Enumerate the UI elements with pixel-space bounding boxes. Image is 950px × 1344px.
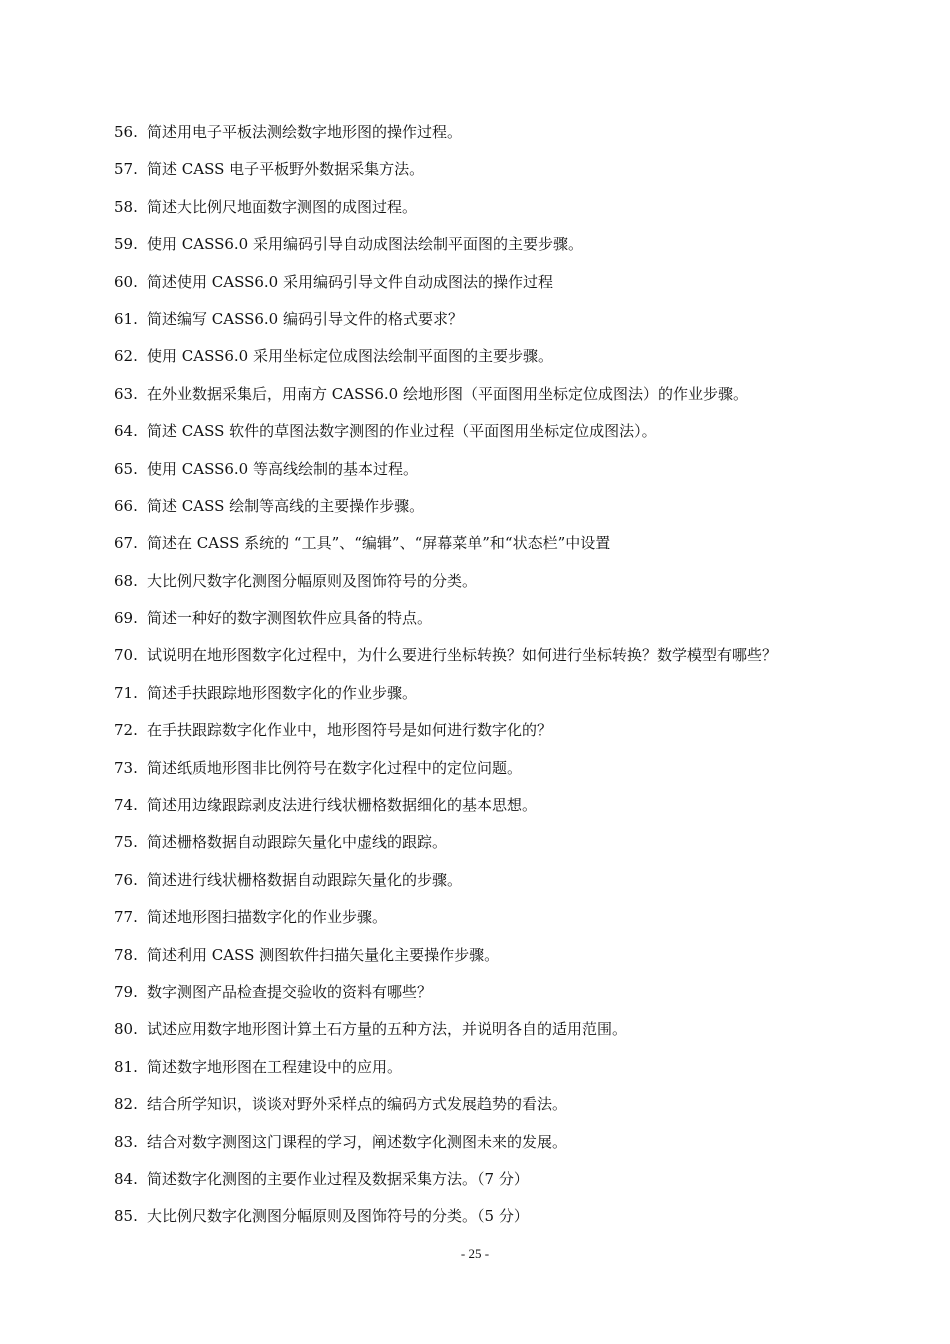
question-number: 70. [114,646,138,665]
question-text: 简述 CASS 绘制等高线的主要操作步骤。 [147,496,425,515]
question-number: 77. [114,908,138,927]
question-text: 使用 CASS6.0 采用坐标定位成图法绘制平面图的主要步骤。 [147,347,553,366]
question-item [114,343,934,380]
question-text: 简述地形图扫描数字化的作业步骤。 [147,908,388,927]
question-text: 试说明在地形图数字化过程中，为什么要进行坐标转换？如何进行坐标转换？数学模型有哪些？ [147,646,778,665]
question-number: 62. [114,347,138,366]
question-text: 简述一种好的数字测图软件应具备的特点。 [147,609,433,628]
question-item [114,867,934,904]
question-item [114,381,934,418]
question-item [114,792,934,829]
question-number: 76. [114,870,138,889]
question-number: 72. [114,721,138,740]
question-text: 数字测图产品检查提交验收的资料有哪些？ [147,982,433,1001]
question-number: 85. [114,1207,138,1226]
question-text: 大比例尺数字化测图分幅原则及图饰符号的分类。 [147,571,478,590]
question-item [114,456,934,493]
question-text: 简述 CASS 软件的草图法数字测图的作业过程（平面图用坐标定位成图法）。 [147,422,657,441]
question-number: 78. [114,945,138,964]
question-item [114,119,934,156]
question-text: 使用 CASS6.0 等高线绘制的基本过程。 [147,459,418,478]
question-text: 在手扶跟踪数字化作业中，地形图符号是如何进行数字化的？ [147,721,553,740]
question-number: 66. [114,496,138,515]
question-number: 69. [114,609,138,628]
question-text: 简述用边缘跟踪剥皮法进行线状栅格数据细化的基本思想。 [147,796,538,815]
question-number: 79. [114,982,138,1001]
question-item [114,1129,934,1166]
question-number: 73. [114,758,138,777]
question-item [114,904,934,941]
question-text: 简述 CASS 电子平板野外数据采集方法。 [147,160,425,179]
question-text: 简述在 CASS 系统的 “工具”、“编辑”、“屏幕菜单”和“状态栏”中设置 [147,534,611,553]
question-number: 74. [114,796,138,815]
question-item [114,269,934,306]
question-list [114,119,934,1241]
question-item [114,829,934,866]
question-number: 57. [114,160,138,179]
question-text: 简述进行线状栅格数据自动跟踪矢量化的步骤。 [147,870,463,889]
question-number: 61. [114,309,138,328]
question-number: 84. [114,1169,138,1188]
question-number: 60. [114,272,138,291]
question-item [114,942,934,979]
question-text: 简述利用 CASS 测图软件扫描矢量化主要操作步骤。 [147,945,500,964]
question-item [114,306,934,343]
question-item [114,717,934,754]
question-text: 简述手扶跟踪地形图数字化的作业步骤。 [147,683,418,702]
question-number: 65. [114,459,138,478]
question-number: 82. [114,1095,138,1114]
question-text: 简述栅格数据自动跟踪矢量化中虚线的跟踪。 [147,833,448,852]
question-item [114,231,934,268]
question-text: 简述大比例尺地面数字测图的成图过程。 [147,197,418,216]
question-item [114,1054,934,1091]
question-item [114,1091,934,1128]
question-text: 试述应用数字地形图计算土石方量的五种方法，并说明各自的适用范围。 [147,1020,628,1039]
question-number: 75. [114,833,138,852]
question-number: 63. [114,384,138,403]
question-number: 71. [114,683,138,702]
question-item [114,530,934,567]
question-item [114,1166,934,1203]
question-number: 80. [114,1020,138,1039]
question-number: 67. [114,534,138,553]
question-text: 结合对数字测图这门课程的学习，阐述数字化测图未来的发展。 [147,1132,568,1151]
question-text: 简述用电子平板法测绘数字地形图的操作过程。 [147,123,463,141]
question-item [114,755,934,792]
question-item [114,194,934,231]
question-item [114,642,934,679]
question-text: 简述纸质地形图非比例符号在数字化过程中的定位问题。 [147,758,523,777]
question-text: 简述使用 CASS6.0 采用编码引导文件自动成图法的操作过程 [147,272,553,291]
question-text: 结合所学知识，谈谈对野外采样点的编码方式发展趋势的看法。 [147,1095,568,1114]
question-number: 59. [114,235,138,254]
question-item [114,979,934,1016]
question-text: 大比例尺数字化测图分幅原则及图饰符号的分类。（5 分） [147,1207,529,1226]
question-text: 使用 CASS6.0 采用编码引导自动成图法绘制平面图的主要步骤。 [147,235,583,254]
question-text: 简述编写 CASS6.0 编码引导文件的格式要求？ [147,309,463,328]
question-number: 56. [114,123,138,141]
question-item [114,605,934,642]
question-item [114,1016,934,1053]
question-text: 简述数字地形图在工程建设中的应用。 [147,1057,403,1076]
question-text: 在外业数据采集后，用南方 CASS6.0 绘地形图（平面图用坐标定位成图法）的作业步骤。 [147,384,748,403]
question-item [114,156,934,193]
question-item [114,1203,934,1240]
question-number: 68. [114,571,138,590]
question-item [114,418,934,455]
question-number: 83. [114,1132,138,1151]
question-item [114,680,934,717]
question-number: 81. [114,1057,138,1076]
question-number: 64. [114,422,138,441]
page-number: - 25 - [460,1246,490,1261]
question-item [114,493,934,530]
question-item [114,568,934,605]
question-number: 58. [114,197,138,216]
question-text: 简述数字化测图的主要作业过程及数据采集方法。（7 分） [147,1169,529,1188]
